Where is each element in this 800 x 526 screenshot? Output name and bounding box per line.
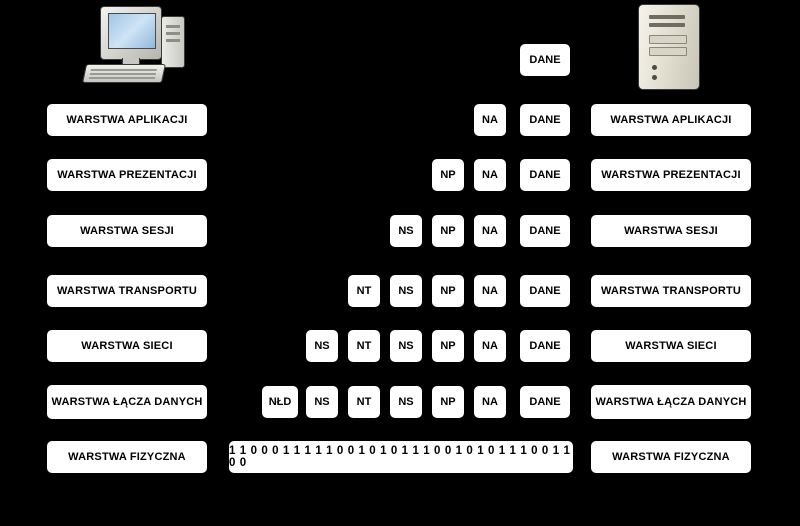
left-layer-application: WARSTWA APLIKACJI (46, 103, 208, 137)
right-layer-network: WARSTWA SIECI (590, 329, 752, 363)
computer-workstation-icon (78, 6, 188, 88)
pdu-header-na-row6: NA (473, 385, 507, 419)
pdu-header-ns-row4: NS (389, 274, 423, 308)
pdu-header-np-row5: NP (431, 329, 465, 363)
pdu-data-row3: DANE (519, 214, 571, 248)
pdu-header-np-row3: NP (431, 214, 465, 248)
tower-slot (166, 25, 180, 28)
monitor-case (100, 6, 162, 60)
server-case (638, 4, 700, 90)
pdu-header-na-row2: NA (473, 158, 507, 192)
pdu-header-na-row1: NA (473, 103, 507, 137)
pdu-header-na-row3: NA (473, 214, 507, 248)
pdu-data-row6: DANE (519, 385, 571, 419)
tower-slot (166, 32, 180, 35)
keyboard-row (91, 69, 157, 71)
server-led (652, 65, 657, 70)
pdu-header-np-row6: NP (431, 385, 465, 419)
left-layer-presentation: WARSTWA PREZENTACJI (46, 158, 208, 192)
bitstream-box: 1 1 0 0 0 1 1 1 1 1 0 0 1 0 1 0 1 1 1 0 0 1 0 1 0 1 1 1 0 0 1 1 0 0 (228, 440, 574, 474)
server-tower-icon (638, 4, 702, 90)
keyboard-row (89, 77, 155, 79)
pdu-header-ns-row6: NS (305, 385, 339, 419)
keyboard-row (90, 73, 156, 75)
pdu-header-ns-row5: NS (305, 329, 339, 363)
left-layer-transport: WARSTWA TRANSPORTU (46, 274, 208, 308)
server-vent (649, 23, 685, 27)
pdu-top-data: DANE (519, 43, 571, 77)
pdu-header-nt-row6: NT (347, 385, 381, 419)
server-drive-bay (649, 47, 687, 56)
pdu-header-na-row5: NA (473, 329, 507, 363)
right-layer-presentation: WARSTWA PREZENTACJI (590, 158, 752, 192)
computer-tower (161, 16, 185, 68)
server-led (652, 75, 657, 80)
monitor-screen (108, 13, 156, 49)
server-drive-bay (649, 35, 687, 44)
pdu-header-ns2-row5: NS (389, 329, 423, 363)
left-layer-data-link: WARSTWA ŁĄCZA DANYCH (46, 384, 208, 420)
pdu-header-nld-row6: NŁD (261, 385, 299, 419)
right-layer-session: WARSTWA SESJI (590, 214, 752, 248)
pdu-data-row2: DANE (519, 158, 571, 192)
right-layer-application: WARSTWA APLIKACJI (590, 103, 752, 137)
pdu-data-row4: DANE (519, 274, 571, 308)
pdu-header-ns2-row6: NS (389, 385, 423, 419)
keyboard (82, 64, 166, 83)
pdu-header-na-row4: NA (473, 274, 507, 308)
right-layer-physical: WARSTWA FIZYCZNA (590, 440, 752, 474)
left-layer-network: WARSTWA SIECI (46, 329, 208, 363)
server-vent (649, 15, 685, 19)
pdu-data-row5: DANE (519, 329, 571, 363)
pdu-header-nt-row4: NT (347, 274, 381, 308)
left-layer-session: WARSTWA SESJI (46, 214, 208, 248)
pdu-header-np-row2: NP (431, 158, 465, 192)
pdu-header-np-row4: NP (431, 274, 465, 308)
right-layer-transport: WARSTWA TRANSPORTU (590, 274, 752, 308)
tower-slot (166, 39, 180, 42)
pdu-data-row1: DANE (519, 103, 571, 137)
pdu-header-nt-row5: NT (347, 329, 381, 363)
pdu-header-ns-row3: NS (389, 214, 423, 248)
right-layer-data-link: WARSTWA ŁĄCZA DANYCH (590, 384, 752, 420)
left-layer-physical: WARSTWA FIZYCZNA (46, 440, 208, 474)
